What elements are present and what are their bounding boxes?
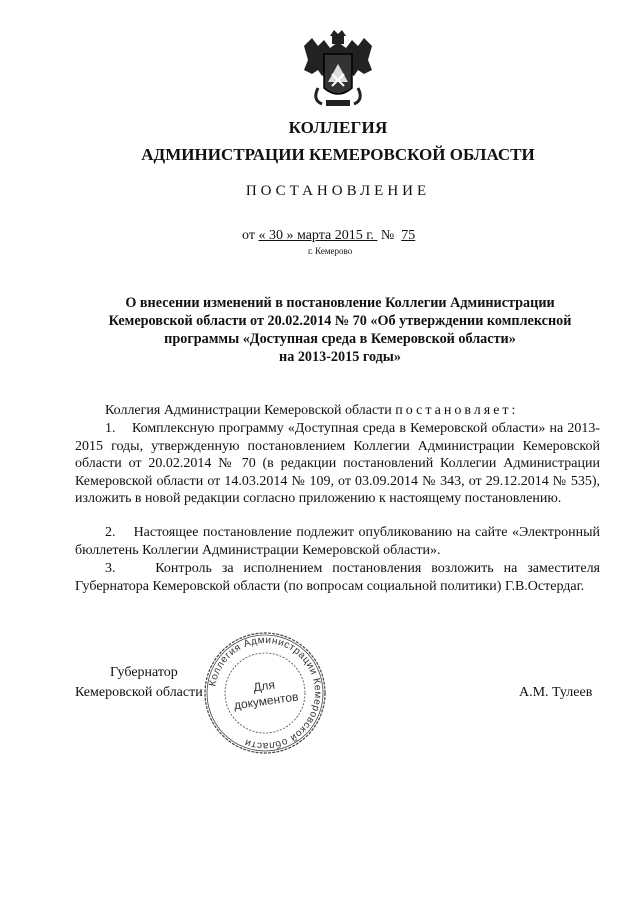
org-title-line2: АДМИНИСТРАЦИИ КЕМЕРОВСКОЙ ОБЛАСТИ — [141, 145, 535, 164]
subject-line: Кемеровской области от 20.02.2014 № 70 «Об утверждении комплексной — [108, 313, 572, 329]
signatory-name: А.М. Тулеев — [519, 685, 593, 700]
official-stamp — [200, 628, 330, 758]
intro-decree-word: постановляет: — [395, 403, 519, 418]
date-day: 30 — [265, 228, 287, 243]
subject-line: О внесении изменений в постановление Коллегии Администрации — [125, 295, 555, 311]
subject-line: на 2013-2015 годы» — [279, 349, 401, 365]
paragraph-2: 2. Настоящее постановление подлежит опубликованию на сайте «Электронный бюллетень Коллегии Администрации Кемеровской области». — [75, 525, 600, 558]
document-number: 75 — [401, 228, 416, 243]
date-prefix: от — [242, 228, 255, 243]
coat-of-arms-icon — [298, 30, 378, 110]
date-close-quote: » — [286, 228, 294, 243]
date-open-quote: « — [258, 228, 266, 243]
document-subject — [80, 294, 600, 366]
stamp-ring-text: Коллегия Администрации Кемеровской области — [207, 634, 324, 752]
stamp-center-line1: Для — [252, 677, 276, 695]
org-title-line1: КОЛЛЕГИЯ — [288, 118, 388, 137]
paragraph-3: 3. Контроль за исполнением постановления возложить на заместителя Губернатора Кемеровской области (по вопросам социальной политики) Г.В.Остердаг. — [75, 561, 600, 594]
number-label: № — [380, 228, 395, 243]
paragraph-1: 1. Комплексную программу «Доступная среда в Кемеровской области» на 2013-2015 годы, утвержденную постановлением Коллегии Администрации Кемеровской области от 20.02.2014 № 70 (в редакции постановлений Коллегии Администрации Кемеровской области от 14.03.2014 № 109, от 03.09.2014 № 343, от 29.12.2014 № 535), изложить в новой редакции согласно приложению к настоящему постановлению. — [75, 421, 600, 506]
city: г. Кемерово — [308, 246, 353, 256]
date-month-year: марта 2015 г. — [293, 228, 378, 243]
date-line — [242, 228, 415, 244]
subject-line: программы «Доступная среда в Кемеровской области» — [164, 331, 516, 347]
intro-paragraph — [75, 402, 600, 420]
signatory-position-line2: Кемеровской области — [75, 685, 203, 700]
intro-text: Коллегия Администрации Кемеровской области — [105, 403, 396, 418]
stamp-center-line2: документов — [233, 689, 300, 713]
document-type: ПОСТАНОВЛЕНИЕ — [245, 183, 431, 199]
signatory-position-line1: Губернатор — [110, 665, 178, 680]
